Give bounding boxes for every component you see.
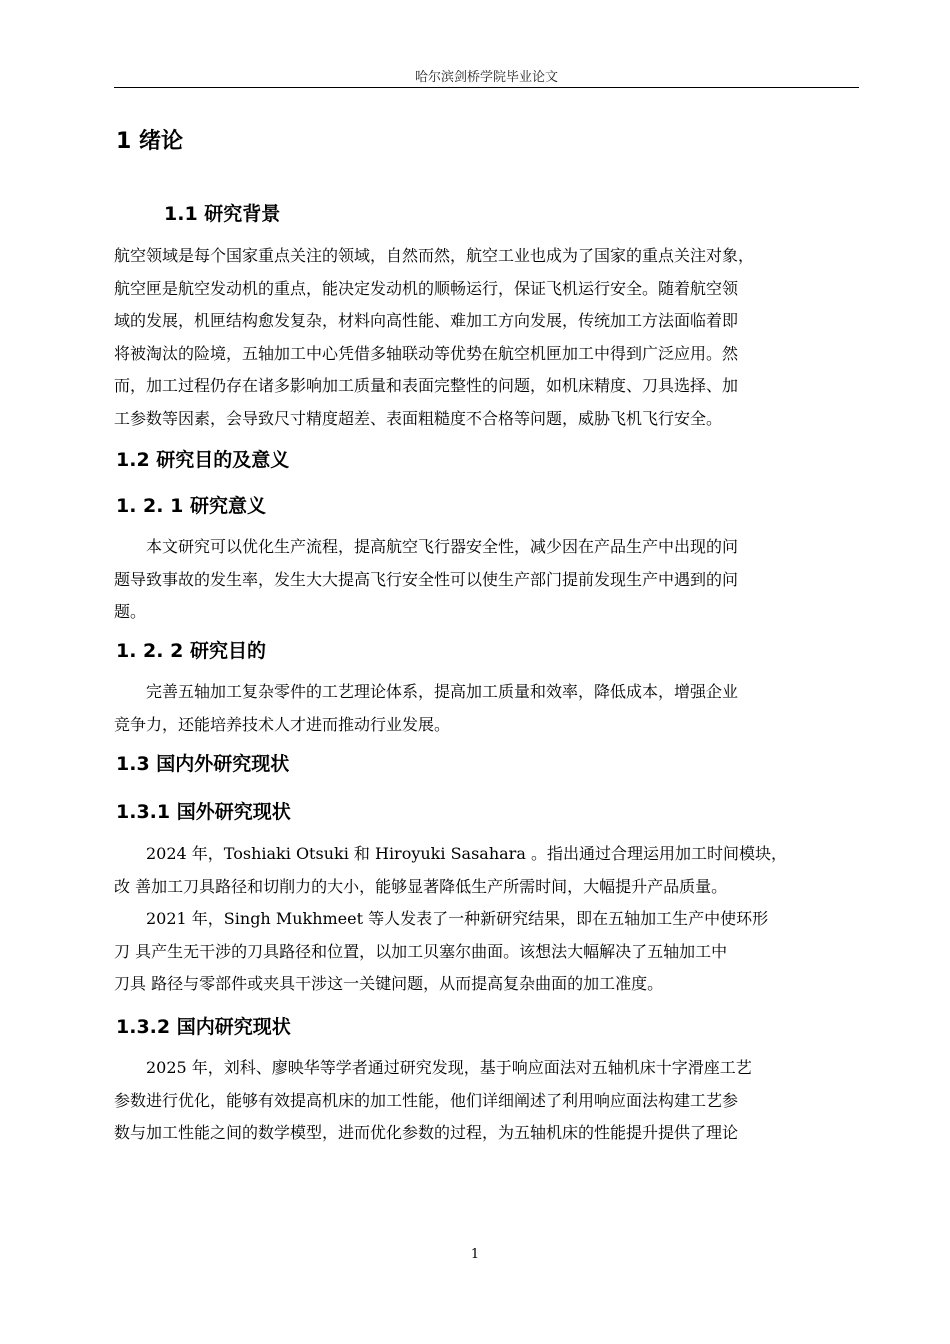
section-1-3-2-title: 1.3.2 国内研究现状 xyxy=(116,1016,291,1038)
paragraph-line: 域的发展，机匣结构愈发复杂，材料向高性能、难加工方向发展，传统加工方法面临着即 xyxy=(114,311,739,330)
paragraph-line: 将被淘汰的险境，五轴加工中心凭借多轴联动等优势在航空机匣加工中得到广泛应用。然 xyxy=(114,343,739,363)
paragraph-line: 刀 具产生无干涉的刀具路径和位置，以加工贝塞尔曲面。该想法大幅解决了五轴加工中 xyxy=(114,941,728,961)
page-header: 哈尔滨剑桥学院毕业论文 xyxy=(414,70,558,85)
paragraph-line: 数与加工性能之间的数学模型，进而优化参数的过程，为五轴机床的性能提升提供了理论 xyxy=(114,1123,739,1142)
chapter-title: 1 绪论 xyxy=(116,129,183,154)
paragraph-line: 参数进行优化，能够有效提高机床的加工性能，他们详细阐述了利用响应面法构建工艺参 xyxy=(114,1090,739,1110)
paragraph-line: 竞争力，还能培养技术人才进而推动行业发展。 xyxy=(114,714,451,734)
paragraph-line: 航空匣是航空发动机的重点，能决定发动机的顺畅运行，保证飞机运行安全。随着航空领 xyxy=(114,278,739,298)
section-1-3-1-title: 1.3.1 国外研究现状 xyxy=(116,801,291,823)
section-1-1-paragraph xyxy=(114,240,859,435)
section-1-1-title: 1.1 研究背景 xyxy=(164,203,281,225)
section-1-2-title: 1.2 研究目的及意义 xyxy=(116,449,290,471)
paragraph-line: 2025 年，刘科、廖映华等学者通过研究发现，基于响应面法对五轴机床十字滑座工艺 xyxy=(146,1058,752,1077)
header-divider xyxy=(114,87,859,88)
paragraph-line: 工参数等因素，会导致尺寸精度超差、表面粗糙度不合格等问题，威胁飞机飞行安全。 xyxy=(114,408,723,428)
section-1-2-1-paragraph xyxy=(114,531,859,629)
paragraph-line: 航空领域是每个国家重点关注的领域，自然而然，航空工业也成为了国家的重点关注对象， xyxy=(114,246,755,265)
paragraph-line: 题导致事故的发生率，发生大大提高飞行安全性可以使生产部门提前发现生产中遇到的问 xyxy=(114,569,739,589)
paragraph-line: 2024 年，Toshiaki Otsuki 和 Hiroyuki Sasahara 。指出通过合理运用加工时间模块， xyxy=(146,844,787,863)
paragraph-line: 题。 xyxy=(114,602,147,621)
section-1-3-1-paragraph-2 xyxy=(114,903,859,1001)
paragraph-line: 改 善加工刀具路径和切削力的大小，能够显著降低生产所需时间，大幅提升产品质量。 xyxy=(114,876,728,896)
section-1-2-1-title: 1. 2. 1 研究意义 xyxy=(116,495,266,517)
paragraph-line: 而，加工过程仍存在诸多影响加工质量和表面完整性的问题，如机床精度、刀具选择、加 xyxy=(114,376,739,395)
paragraph-line: 本文研究可以优化生产流程，提高航空飞行器安全性，减少因在产品生产中出现的问 xyxy=(146,537,739,556)
page-number: 1 xyxy=(470,1247,480,1262)
paragraph-line: 刀具 路径与零部件或夹具干涉这一关键问题，从而提高复杂曲面的加工准度。 xyxy=(114,974,664,993)
paragraph-line: 2021 年，Singh Mukhmeet 等人发表了一种新研究结果，即在五轴加工生产中使环形 xyxy=(146,909,769,928)
section-1-3-1-paragraph-1 xyxy=(114,838,859,903)
section-1-2-2-title: 1. 2. 2 研究目的 xyxy=(116,640,266,662)
paragraph-line: 完善五轴加工复杂零件的工艺理论体系，提高加工质量和效率，降低成本，增强企业 xyxy=(146,682,739,701)
section-1-3-title: 1.3 国内外研究现状 xyxy=(116,753,290,775)
section-1-3-2-paragraph xyxy=(114,1052,859,1150)
section-1-2-2-paragraph xyxy=(114,676,859,741)
